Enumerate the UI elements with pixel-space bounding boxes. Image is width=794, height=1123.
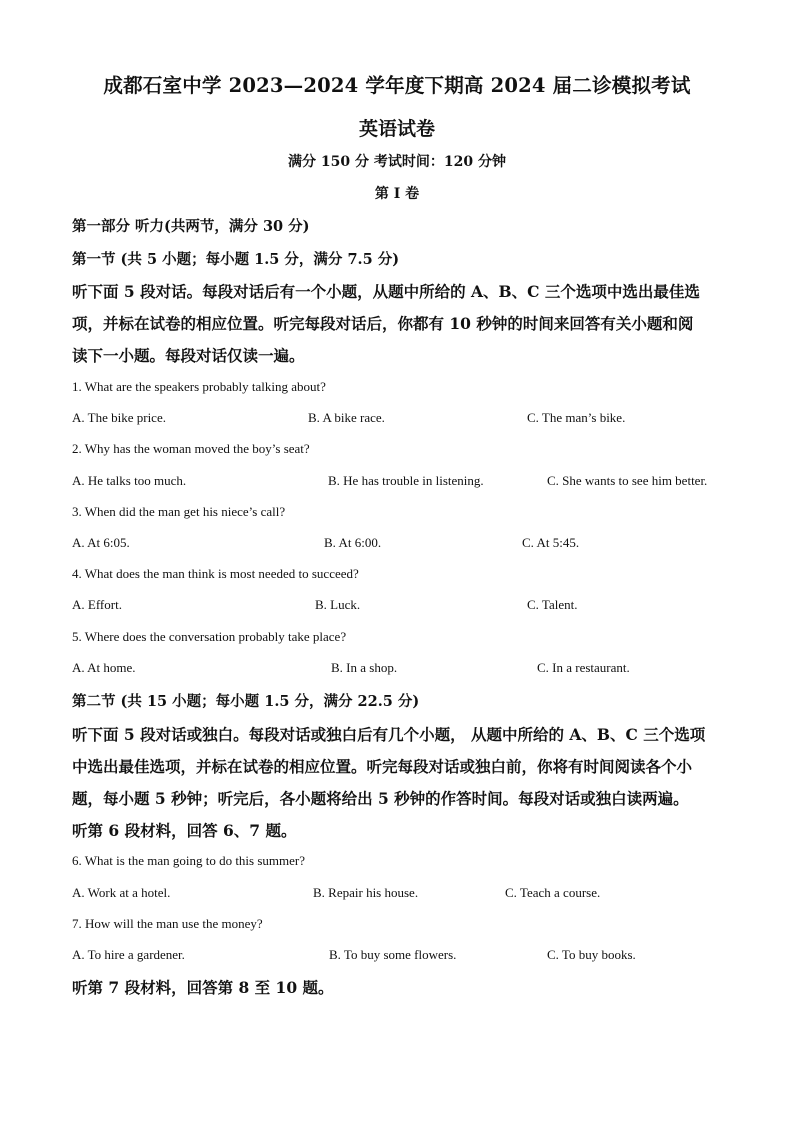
option-c: C. She wants to see him better.: [547, 473, 708, 488]
section2-instructions-line: 题，每小题 5 秒钟；听完后，各小题将给出 5 秒钟的作答时间。每段对话或独白读两遍。: [72, 789, 689, 808]
question-text: 6. What is the man going to do this summer?: [72, 853, 306, 868]
option-b: B. He has trouble in listening.: [328, 473, 484, 488]
material-7-heading: 听第 7 段材料，回答第 8 至 10 题。: [72, 978, 334, 997]
volume-label: 第 I 卷: [374, 186, 420, 202]
question-text: 7. How will the man use the money?: [72, 916, 263, 931]
option-b: B. Luck.: [315, 597, 361, 612]
section2-heading: 第二节 (共 15 小题；每小题 1.5 分，满分 22.5 分): [72, 693, 420, 710]
option-b: B. A bike race.: [308, 410, 385, 425]
option-a: A. To hire a gardener.: [72, 947, 185, 962]
question-text: 3. When did the man get his niece’s call?: [72, 504, 286, 519]
material-6-heading: 听第 6 段材料，回答 6、7 题。: [72, 821, 297, 840]
option-a: A. At 6:05.: [72, 535, 130, 550]
option-c: C. The man’s bike.: [527, 410, 626, 425]
option-c: C. To buy books.: [547, 947, 636, 962]
option-a: A. He talks too much.: [72, 473, 187, 488]
question-text: 4. What does the man think is most needed to succeed?: [72, 566, 359, 581]
question-text: 5. Where does the conversation probably take place?: [72, 629, 347, 644]
section2-instructions-line: 中选出最佳选项，并标在试卷的相应位置。听完每段对话或独白前，你将有时间阅读各个小: [72, 757, 693, 776]
option-b: B. To buy some flowers.: [329, 947, 457, 962]
option-b: B. In a shop.: [331, 660, 398, 675]
section2-instructions-line: 听下面 5 段对话或独白。每段对话或独白后有几个小题， 从题中所给的 A、B、C 三个选项: [72, 725, 706, 744]
option-c: C. Teach a course.: [505, 885, 601, 900]
option-a: A. Effort.: [72, 597, 122, 612]
option-b: B. Repair his house.: [313, 885, 419, 900]
option-c: C. At 5:45.: [522, 535, 580, 550]
exam-title: 成都石室中学 2023—2024 学年度下期高 2024 届二诊模拟考试: [103, 74, 691, 97]
exam-meta: 满分 150 分 考试时间：120 分钟: [288, 154, 506, 170]
option-c: C. In a restaurant.: [537, 660, 630, 675]
part1-heading: 第一部分 听力(共两节，满分 30 分): [72, 218, 310, 235]
option-a: A. At home.: [72, 660, 136, 675]
option-b: B. At 6:00.: [324, 535, 382, 550]
option-a: A. The bike price.: [72, 410, 166, 425]
exam-subtitle: 英语试卷: [358, 118, 435, 140]
section1-heading: 第一节 (共 5 小题；每小题 1.5 分，满分 7.5 分): [72, 251, 400, 268]
option-c: C. Talent.: [527, 597, 578, 612]
question-text: 2. Why has the woman moved the boy’s seat?: [72, 441, 310, 456]
section1-instructions-line: 读下一小题。每段对话仅读一遍。: [72, 346, 305, 365]
option-a: A. Work at a hotel.: [72, 885, 171, 900]
section1-instructions-line: 项，并标在试卷的相应位置。听完每段对话后，你都有 10 秒钟的时间来回答有关小题和阅: [72, 314, 694, 333]
section1-instructions-line: 听下面 5 段对话。每段对话后有一个小题，从题中所给的 A、B、C 三个选项中选出最佳选: [72, 282, 700, 301]
question-text: 1. What are the speakers probably talking about?: [72, 379, 326, 394]
